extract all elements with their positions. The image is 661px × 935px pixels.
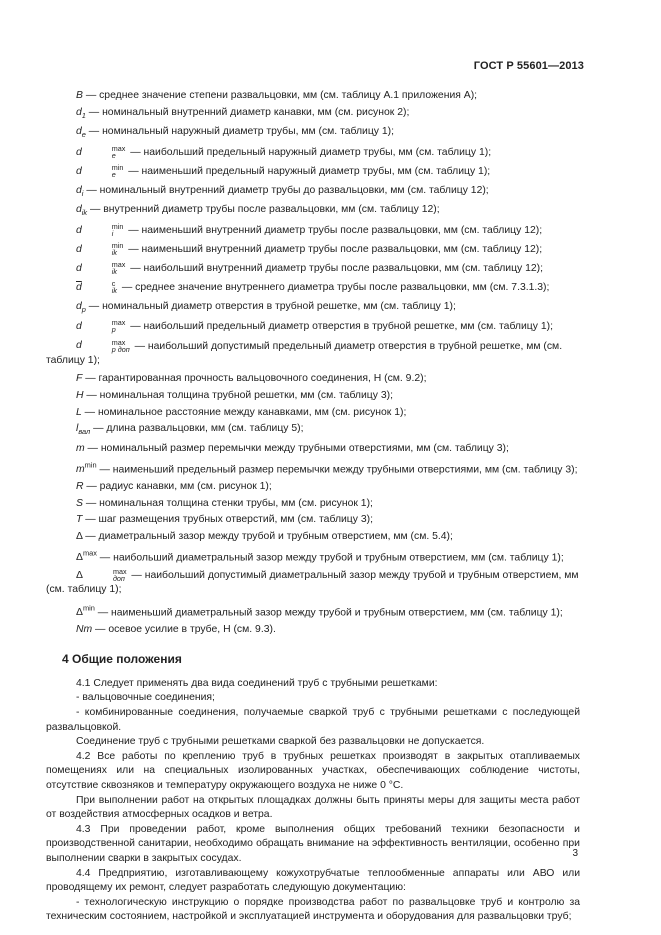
definition-symbol xyxy=(76,318,127,335)
symbol-base: d xyxy=(76,340,82,352)
symbol-superscript: max xyxy=(111,318,126,328)
symbol-base: d xyxy=(76,243,82,255)
definition-item xyxy=(46,261,580,276)
symbol-base: $\overline{d}$ xyxy=(76,282,82,294)
symbol-base: d xyxy=(76,321,82,333)
symbol-superscript: min xyxy=(84,460,97,470)
definition-text: — диаметральный зазор между трубой и трубным отверстием, мм (см. 5.4); xyxy=(82,530,453,542)
symbol-subscript: вал xyxy=(78,427,91,437)
definition-text: — номинальный размер перемычки между трубными отверстиями, мм (см. таблицу 3); xyxy=(84,443,509,455)
definition-symbol xyxy=(76,163,125,180)
symbol-subscript: e xyxy=(81,130,86,140)
symbol-subscript: 1 xyxy=(81,110,86,120)
definition-text: — внутренний диаметр трубы после развальцовки, мм (см. таблицу 12); xyxy=(87,204,440,216)
body-paragraph: При выполнении работ на открытых площадках должны быть приняты меры для защиты места работ от воздействия атмосферных осадков и ветра. xyxy=(46,794,580,821)
body-paragraph: 4.2 Все работы по креплению труб в трубных решетках производят в закрытых отапливаемых помещениях или на специальных изолированных участках, обеспечивающих соблюдение чистоты, отсутствие сквозняков и температуру окружающего воздуха не ниже 0 °С. xyxy=(46,750,580,792)
definition-text: — номинальный внутренний диаметр трубы до развальцовки, мм (см. таблицу 12); xyxy=(83,184,489,196)
symbol-base: l xyxy=(76,423,79,435)
symbol-base: Δ xyxy=(76,569,83,581)
symbol-base: d xyxy=(76,263,82,275)
symbol-subscript: ik xyxy=(111,248,117,258)
symbol-base: B xyxy=(76,90,83,101)
symbol-base: d xyxy=(76,126,82,138)
symbol-superscript: min xyxy=(111,241,124,251)
definition-item xyxy=(46,480,580,495)
definition-item xyxy=(46,513,580,528)
symbol-superscript: max xyxy=(111,144,126,154)
symbol-subscript: ik xyxy=(111,267,117,277)
symbol-base: S xyxy=(76,497,83,509)
definition-text: — номинальный внутренний диаметр канавки, мм (см. рисунок 2); xyxy=(85,106,410,118)
symbol-superscript: c xyxy=(111,279,116,289)
definition-text: — наибольший внутренний диаметр трубы после развальцовки, мм (см. таблицу 12); xyxy=(127,263,544,275)
definition-item xyxy=(46,602,580,621)
definition-text: — среднее значение степени развальцовки, мм (см. таблицу А.1 приложения А); xyxy=(82,90,478,101)
symbol-superscript: min xyxy=(111,222,124,232)
symbol-base: F xyxy=(76,373,83,385)
definition-symbol xyxy=(76,603,95,619)
definition-symbol xyxy=(76,90,83,101)
definition-text: — наибольший предельный наружный диаметр трубы, мм (см. таблицу 1); xyxy=(127,146,492,158)
definition-symbol xyxy=(76,144,127,161)
definition-symbol xyxy=(76,624,92,635)
definition-symbol xyxy=(76,460,97,476)
symbol-base: Δ xyxy=(76,607,83,619)
definition-item xyxy=(46,339,580,369)
definition-symbol xyxy=(76,548,97,564)
page-number: 3 xyxy=(572,848,578,859)
symbol-base: m xyxy=(76,443,85,455)
symbol-subscript: e xyxy=(111,170,116,180)
definition-text: — номинальная толщина стенки трубы, мм (см. рисунок 1); xyxy=(82,497,373,509)
definition-text: — номинальный наружный диаметр трубы, мм (см. таблицу 1); xyxy=(85,126,395,138)
definition-text: — осевое усилие в трубе, Н (см. 9.3). xyxy=(92,623,276,635)
symbol-base: d xyxy=(76,166,82,178)
symbol-base: L xyxy=(76,406,82,418)
definition-text: — среднее значение внутреннего диаметра трубы после развальцовки, мм (см. 7.3.1.3); xyxy=(118,282,550,294)
definition-text: — наименьший диаметральный зазор между трубой и трубным отверстием, мм (см. таблицу 1); xyxy=(94,607,563,619)
definition-item xyxy=(46,89,580,104)
definition-symbol xyxy=(76,107,86,118)
symbol-base: Δ xyxy=(76,552,83,564)
definition-symbol xyxy=(76,301,86,312)
definition-text: — радиус канавки, мм (см. рисунок 1); xyxy=(83,480,272,492)
symbol-base: d xyxy=(76,300,82,312)
definition-symbol xyxy=(76,279,119,296)
symbol-subscript: i xyxy=(81,188,84,198)
definition-item xyxy=(46,223,580,238)
symbol-subscript: доп xyxy=(112,573,125,583)
definition-item xyxy=(46,530,580,545)
definition-text: — гарантированная прочность вальцовочного соединения, Н (см. 9.2); xyxy=(82,373,427,385)
symbol-base: m xyxy=(76,464,85,476)
definition-text: — наименьший предельный размер перемычки между трубными отверстиями, мм (см. таблицу 3); xyxy=(96,464,578,476)
definition-item xyxy=(46,568,580,598)
definitions-list xyxy=(46,89,580,637)
definition-item xyxy=(46,442,580,457)
body-paragraph: 4.3 При проведении работ, кроме выполнения общих требований техники безопасности и производственной санитарии, необходимо обращать внимание на эффективность вентиляции, особенно при выполнении сварки в закрытых сосудах. xyxy=(46,823,580,865)
definition-text: — наибольший допустимый предельный диаметр отверстия в трубной решетке, мм (см. таблицу 1); xyxy=(46,340,563,366)
symbol-superscript: max xyxy=(112,566,127,576)
definition-text: — наименьший предельный наружный диаметр трубы, мм (см. таблицу 1); xyxy=(125,166,491,178)
definition-item xyxy=(46,203,580,221)
definition-symbol xyxy=(76,498,83,509)
definition-text: — наименьший внутренний диаметр трубы после развальцовки, мм (см. таблицу 12); xyxy=(125,224,543,236)
definition-item xyxy=(46,319,580,334)
definition-text: — номинальная толщина трубной решетки, мм (см. таблицу 3); xyxy=(83,389,393,401)
definition-item xyxy=(46,547,580,566)
symbol-base: R xyxy=(76,480,84,492)
section-body xyxy=(46,677,580,925)
symbol-subscript: i xyxy=(111,229,114,239)
definition-item xyxy=(46,145,580,160)
symbol-base: T xyxy=(76,514,83,526)
definition-item xyxy=(46,242,580,257)
definition-item xyxy=(46,300,580,318)
body-paragraph: Соединение труб с трубными решетками сваркой без развальцовки не допускается. xyxy=(76,736,485,748)
definition-text: — наибольший диаметральный зазор между трубой и трубным отверстием, мм (см. таблицу 1); xyxy=(96,552,564,564)
definition-symbol xyxy=(76,423,91,437)
symbol-superscript: min xyxy=(111,163,124,173)
definition-item xyxy=(46,164,580,179)
definition-text: — номинальный диаметр отверстия в трубной решетке, мм (см. таблицу 1); xyxy=(85,300,456,312)
definition-symbol xyxy=(76,337,132,354)
definition-item xyxy=(46,623,580,638)
body-paragraph: 4.1 Следует применять два вида соединений труб с трубными решетками: xyxy=(76,677,438,689)
definition-symbol xyxy=(76,390,84,401)
definition-symbol xyxy=(76,566,129,583)
definition-item xyxy=(46,280,580,295)
definition-symbol xyxy=(76,126,86,140)
body-paragraph: 4.4 Предприятию, изготавливающему кожухотрубчатые теплообменные аппараты или АВО или проводящему их ремонт, следует разработать следующую документацию: xyxy=(46,867,580,894)
definition-item xyxy=(46,184,580,202)
symbol-subscript: p xyxy=(111,325,116,335)
symbol-base: d xyxy=(76,106,82,118)
definition-item xyxy=(46,422,580,440)
body-paragraph: - вальцовочные соединения; xyxy=(76,692,215,704)
definition-symbol xyxy=(76,222,125,239)
symbol-base: d xyxy=(76,204,82,216)
definition-item xyxy=(46,372,580,387)
definition-text: — шаг размещения трубных отверстий, мм (см. таблицу 3); xyxy=(82,514,373,526)
symbol-base: Nm xyxy=(76,623,93,635)
definition-text: — наибольший допустимый диаметральный зазор между трубой и трубным отверстием, мм (см. таблицу 1); xyxy=(46,569,579,596)
symbol-base: H xyxy=(76,389,84,401)
definition-item xyxy=(46,389,580,404)
definition-symbol xyxy=(76,241,125,258)
symbol-base: d xyxy=(76,146,82,158)
definition-symbol xyxy=(76,204,88,218)
definition-text: — номинальное расстояние между канавками, мм (см. рисунок 1); xyxy=(81,406,407,418)
definition-text: — длина развальцовки, мм (см. таблицу 5); xyxy=(90,423,304,435)
definition-item xyxy=(46,459,580,478)
symbol-subscript: ik xyxy=(111,286,117,296)
body-paragraph: - технологическую инструкцию о порядке производства работ по развальцовке труб и контролю за техническим состоянием, настройкой и эксплуатацией инструмента и оборудования для развальцовки труб; xyxy=(46,896,580,923)
body-paragraph: - комбинированные соединения, получаемые сваркой труб с трубными решетками с последующей развальцовкой. xyxy=(46,707,580,733)
definition-item xyxy=(46,125,580,143)
symbol-subscript: p xyxy=(81,304,86,314)
symbol-superscript: min xyxy=(82,603,95,613)
symbol-base: d xyxy=(76,224,82,236)
symbol-subscript: p доп xyxy=(111,344,130,354)
definition-symbol xyxy=(76,481,84,492)
definition-item xyxy=(46,106,580,124)
definition-text: — наибольший предельный диаметр отверстия в трубной решетке, мм (см. таблицу 1); xyxy=(127,321,553,333)
document-header: ГОСТ Р 55601—2013 xyxy=(473,60,584,72)
definition-symbol xyxy=(76,260,127,277)
symbol-superscript: max xyxy=(82,548,97,558)
page-content xyxy=(46,89,580,925)
definition-item xyxy=(46,406,580,421)
symbol-superscript: max xyxy=(111,260,126,270)
definition-symbol xyxy=(76,443,85,454)
definition-text: — наименьший внутренний диаметр трубы после развальцовки, мм (см. таблицу 12); xyxy=(125,243,543,255)
definition-item xyxy=(46,497,580,512)
symbol-subscript: ik xyxy=(81,208,88,218)
symbol-superscript: max xyxy=(111,337,126,347)
section-title: 4 Общие положения xyxy=(62,652,182,667)
symbol-base: Δ xyxy=(76,530,83,542)
symbol-subscript: e xyxy=(111,151,116,161)
symbol-base: d xyxy=(76,184,82,196)
